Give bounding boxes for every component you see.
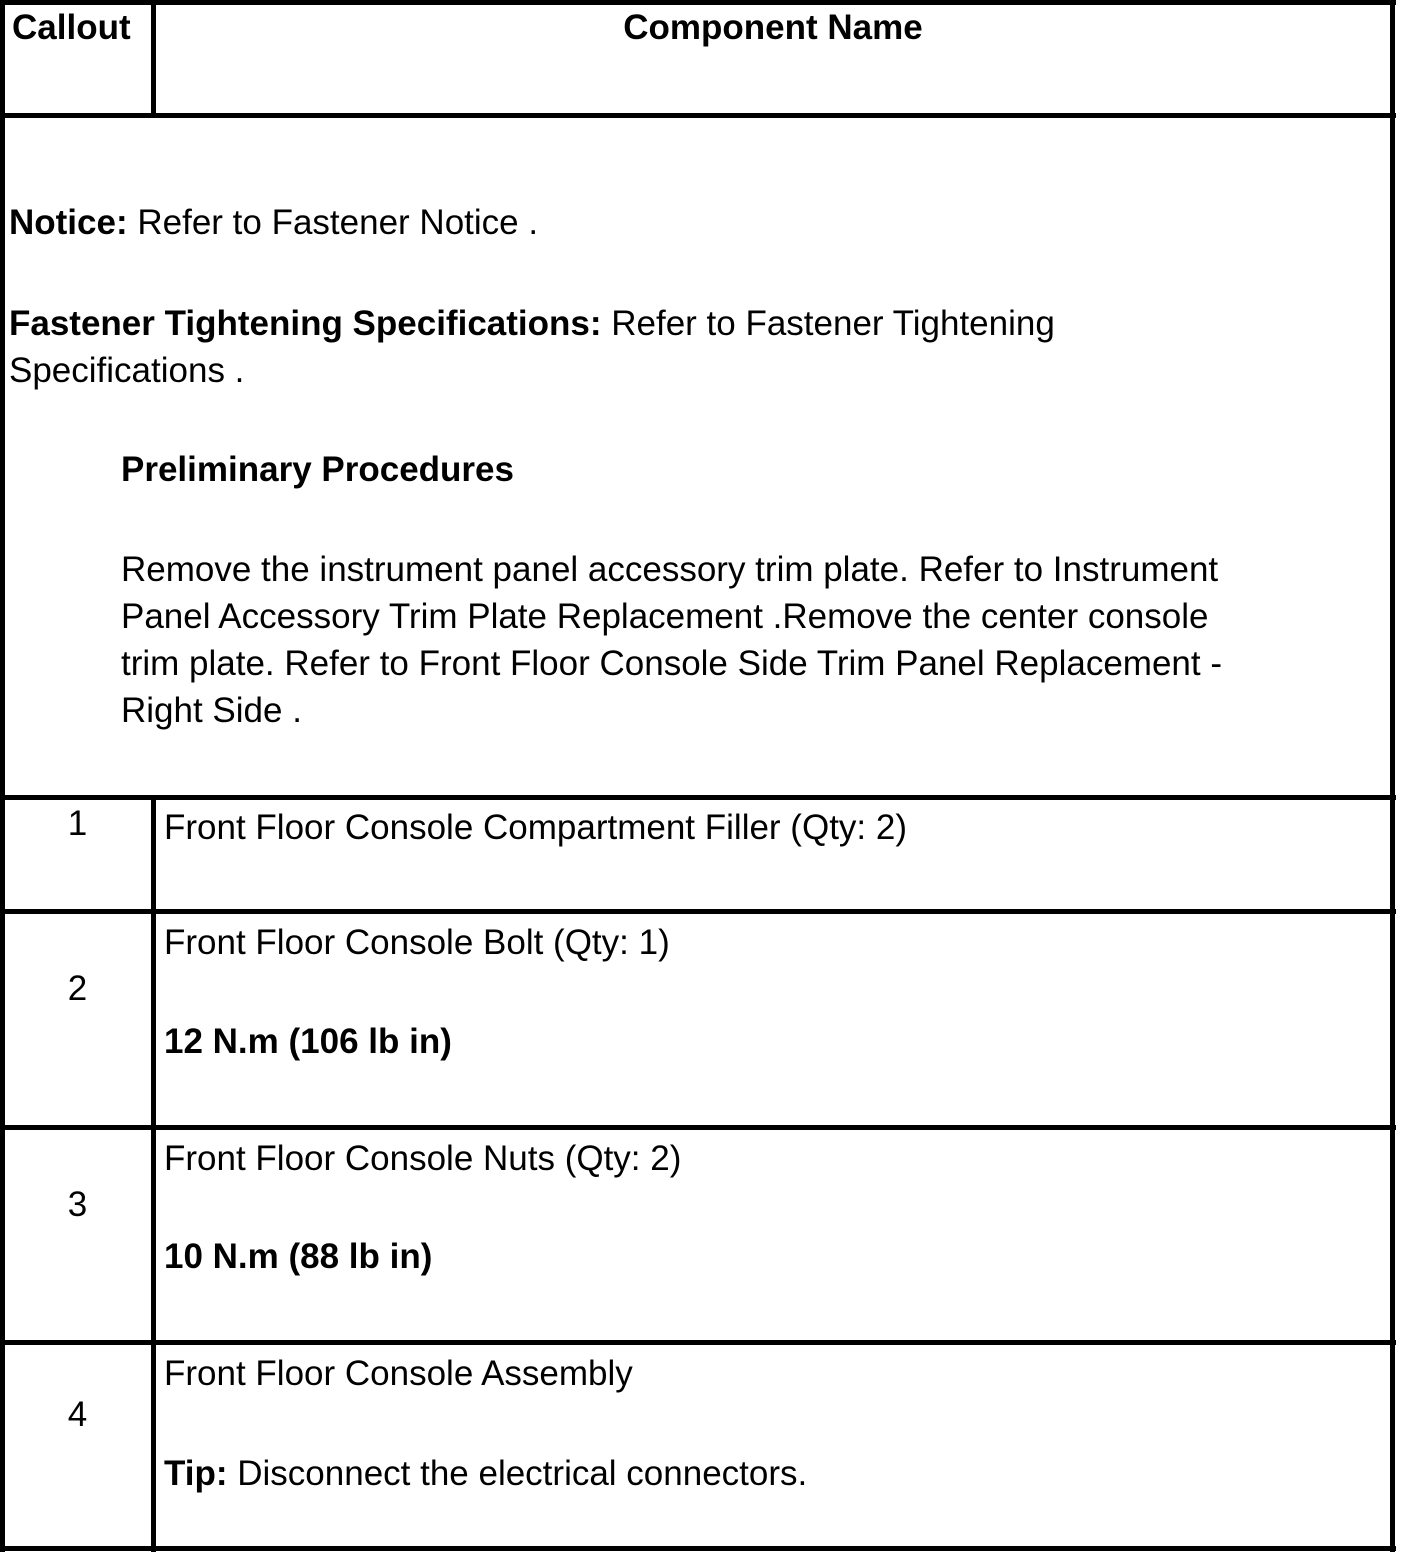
preliminary-procedures-line-4: Right Side . — [121, 691, 302, 730]
row-2-torque-spec: 12 N.m (106 lb in) — [164, 1022, 452, 1061]
notice-label: Notice: — [9, 203, 128, 242]
row-divider-1 — [0, 909, 1396, 914]
table-border-right — [1390, 0, 1395, 1552]
row-4-tip-line — [164, 1450, 807, 1497]
row-3-component-name: Front Floor Console Nuts (Qty: 2) — [164, 1139, 682, 1178]
row-divider-2 — [0, 1125, 1396, 1130]
row-3-callout: 3 — [67, 1185, 88, 1224]
preliminary-procedures-heading: Preliminary Procedures — [121, 450, 514, 489]
fastener-spec-line-2: Specifications . — [9, 351, 245, 390]
row-2-callout: 2 — [67, 969, 88, 1008]
row-4-tip-label: Tip: — [164, 1454, 228, 1493]
preliminary-procedures-line-2: Panel Accessory Trim Plate Replacement .Remove the center console — [121, 597, 1209, 636]
row-1-component-name: Front Floor Console Compartment Filler (Qty: 2) — [164, 808, 907, 847]
table-border-top — [0, 0, 1396, 5]
preliminary-procedures-line-1: Remove the instrument panel accessory trim plate. Refer to Instrument — [121, 550, 1219, 589]
row-2-component-name: Front Floor Console Bolt (Qty: 1) — [164, 923, 670, 962]
row-4-callout: 4 — [67, 1395, 88, 1434]
header-component-name: Component Name — [623, 8, 923, 47]
row-4-tip-text: Disconnect the electrical connectors. — [227, 1454, 808, 1493]
header-callout: Callout — [12, 8, 131, 47]
preliminary-procedures-line-3: trim plate. Refer to Front Floor Console Side Trim Panel Replacement - — [121, 644, 1222, 683]
row-3-torque-spec: 10 N.m (88 lb in) — [164, 1237, 433, 1276]
fastener-spec-label: Fastener Tightening Specifications: — [9, 304, 602, 343]
row-1-callout: 1 — [67, 804, 88, 843]
row-4-component-name: Front Floor Console Assembly — [164, 1354, 633, 1393]
table-border-left — [0, 0, 5, 1552]
notice-line — [9, 199, 538, 246]
row-divider-intro — [0, 795, 1396, 800]
row-divider-3 — [0, 1340, 1396, 1345]
fastener-spec-text: Refer to Fastener Tightening — [601, 304, 1055, 343]
row-divider-header — [0, 113, 1396, 118]
fastener-spec-line — [9, 300, 1055, 347]
table-border-bottom — [0, 1546, 1396, 1551]
notice-text: Refer to Fastener Notice . — [127, 203, 539, 242]
